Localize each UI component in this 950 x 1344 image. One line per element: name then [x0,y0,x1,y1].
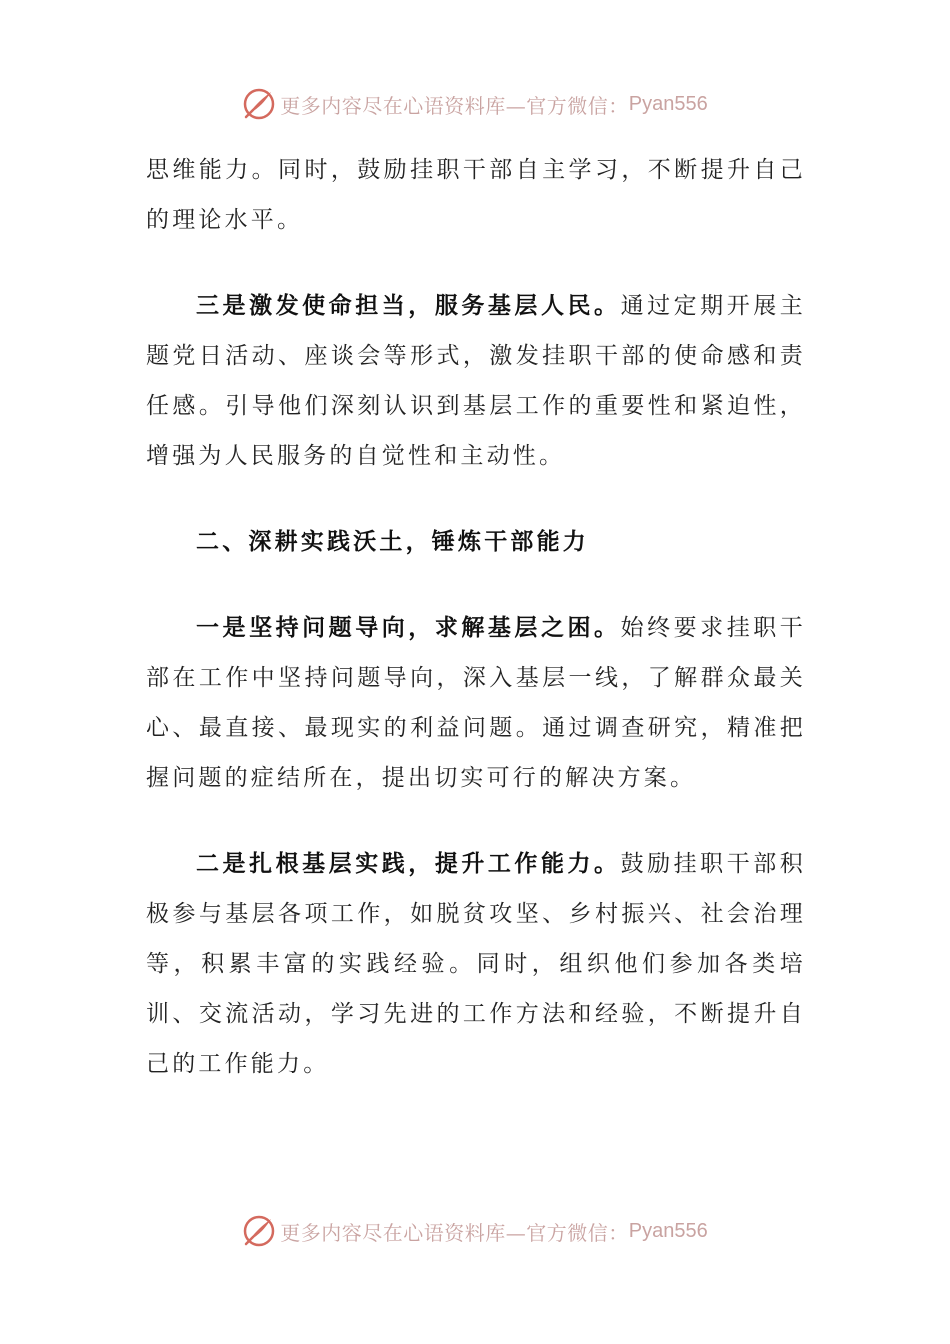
quill-logo-icon [242,87,276,121]
paragraph-item [146,281,806,481]
footer-watermark [0,1211,950,1251]
watermark-handle: Pyan556 [628,1219,708,1242]
paragraph-text: 鼓励挂职干部积极参与基层各项工作，如脱贫攻坚、乡村振兴、社会治理等，积累丰富的实践经验。同时，组织他们参加各类培训、交流活动，学习先进的工作方法和经验，不断提升自己的工作能力。 [146,851,806,1077]
section-heading-text: 二、深耕实践沃土，锤炼干部能力 [196,528,589,555]
watermark-handle: Pyan556 [628,92,708,115]
paragraph-lead: 三是激发使命担当，服务基层人民。 [196,292,621,319]
section-heading [146,517,806,567]
header-watermark [0,84,950,124]
paragraph-text: 思维能力。同时，鼓励挂职干部自主学习，不断提升自己的理论水平。 [146,157,806,233]
watermark-text: 更多内容尽在心语资料库—官方微信： [280,1220,629,1245]
quill-logo-icon [242,1214,276,1248]
paragraph-lead: 一是坚持问题导向，求解基层之困。 [196,614,621,641]
paragraph-text: 始终要求挂职干部在工作中坚持问题导向，深入基层一线，了解群众最关心、最直接、最现实的利益问题。通过调查研究，精准把握问题的症结所在，提出切实可行的解决方案。 [146,615,806,791]
paragraph-text: 通过定期开展主题党日活动、座谈会等形式，激发挂职干部的使命感和责任感。引导他们深刻认识到基层工作的重要性和紧迫性，增强为人民服务的自觉性和主动性。 [146,293,806,469]
paragraph-continuation [146,145,806,245]
paragraph-item [146,603,806,803]
watermark-text: 更多内容尽在心语资料库—官方微信： [280,93,629,118]
paragraph-item [146,839,806,1089]
paragraph-lead: 二是扎根基层实践，提升工作能力。 [196,850,621,877]
document-body [146,145,806,1089]
